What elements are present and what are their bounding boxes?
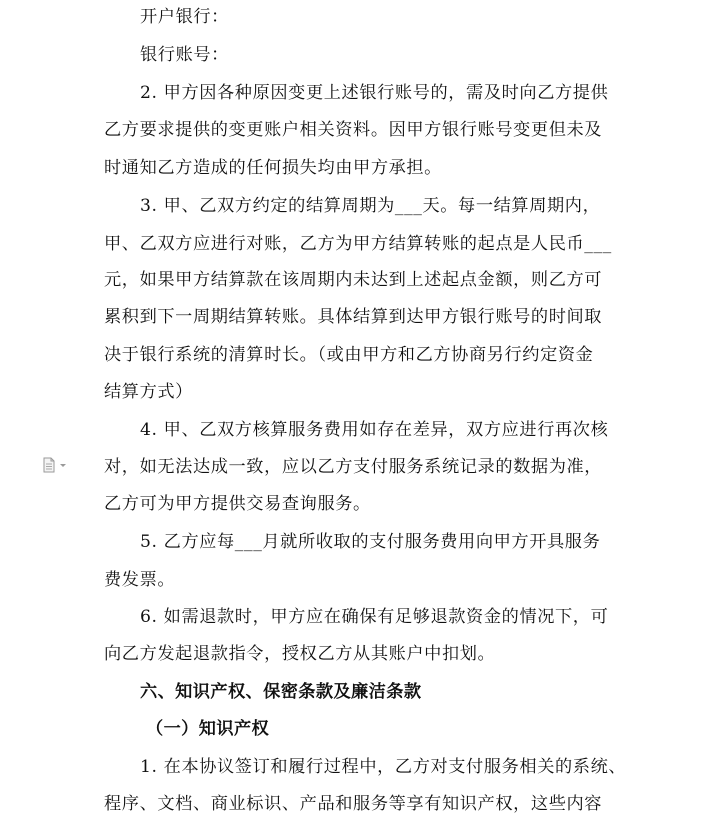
paragraph-line: 5. 乙方应每___月就所收取的支付服务费用向甲方开具服务: [140, 532, 601, 552]
paragraph-line: 甲、乙双方应进行对账，乙方为甲方结算转账的起点是人民币___: [104, 234, 612, 254]
paragraph-line: 时通知乙方造成的任何损失均由甲方承担。: [104, 158, 442, 178]
paragraph-line: 3. 甲、乙双方约定的结算周期为___天。每一结算周期内，: [140, 196, 601, 216]
paragraph-line: 结算方式）: [104, 382, 193, 402]
paragraph-line: 1. 在本协议签订和履行过程中，乙方对支付服务相关的系统、: [140, 757, 627, 777]
document-outline-icon[interactable]: [42, 457, 70, 473]
paragraph-line: 向乙方发起退款指令，授权乙方从其账户中扣划。: [104, 644, 496, 664]
bank-name-line: 开户银行：: [140, 7, 229, 27]
paragraph-line: 乙方可为甲方提供交易查询服务。: [104, 494, 371, 514]
section-heading: 六、知识产权、保密条款及廉洁条款: [140, 682, 422, 702]
bank-account-line: 银行账号：: [140, 45, 229, 65]
subsection-heading: （一）知识产权: [146, 719, 270, 739]
paragraph-line: 2. 甲方因各种原因变更上述银行账号的，需及时向乙方提供: [140, 83, 609, 103]
paragraph-line: 元，如果甲方结算款在该周期内未达到上述起点金额，则乙方可: [104, 270, 603, 290]
paragraph-line: 乙方要求提供的变更账户相关资料。因甲方银行账号变更但未及: [104, 120, 603, 140]
paragraph-line: 对，如无法达成一致，应以乙方支付服务系统记录的数据为准，: [104, 457, 603, 477]
paragraph-line: 6. 如需退款时，甲方应在确保有足够退款资金的情况下，可: [140, 607, 609, 627]
paragraph-line: 累积到下一周期结算转账。具体结算到达甲方银行账号的时间取: [104, 307, 603, 327]
paragraph-line: 费发票。: [104, 570, 176, 590]
paragraph-line: 决于银行系统的清算时长。（或由甲方和乙方协商另行约定资金: [104, 345, 594, 365]
paragraph-line: 程序、文档、商业标识、产品和服务等享有知识产权，这些内容: [104, 794, 603, 814]
paragraph-line: 4. 甲、乙双方核算服务费用如存在差异，双方应进行再次核: [140, 420, 609, 440]
